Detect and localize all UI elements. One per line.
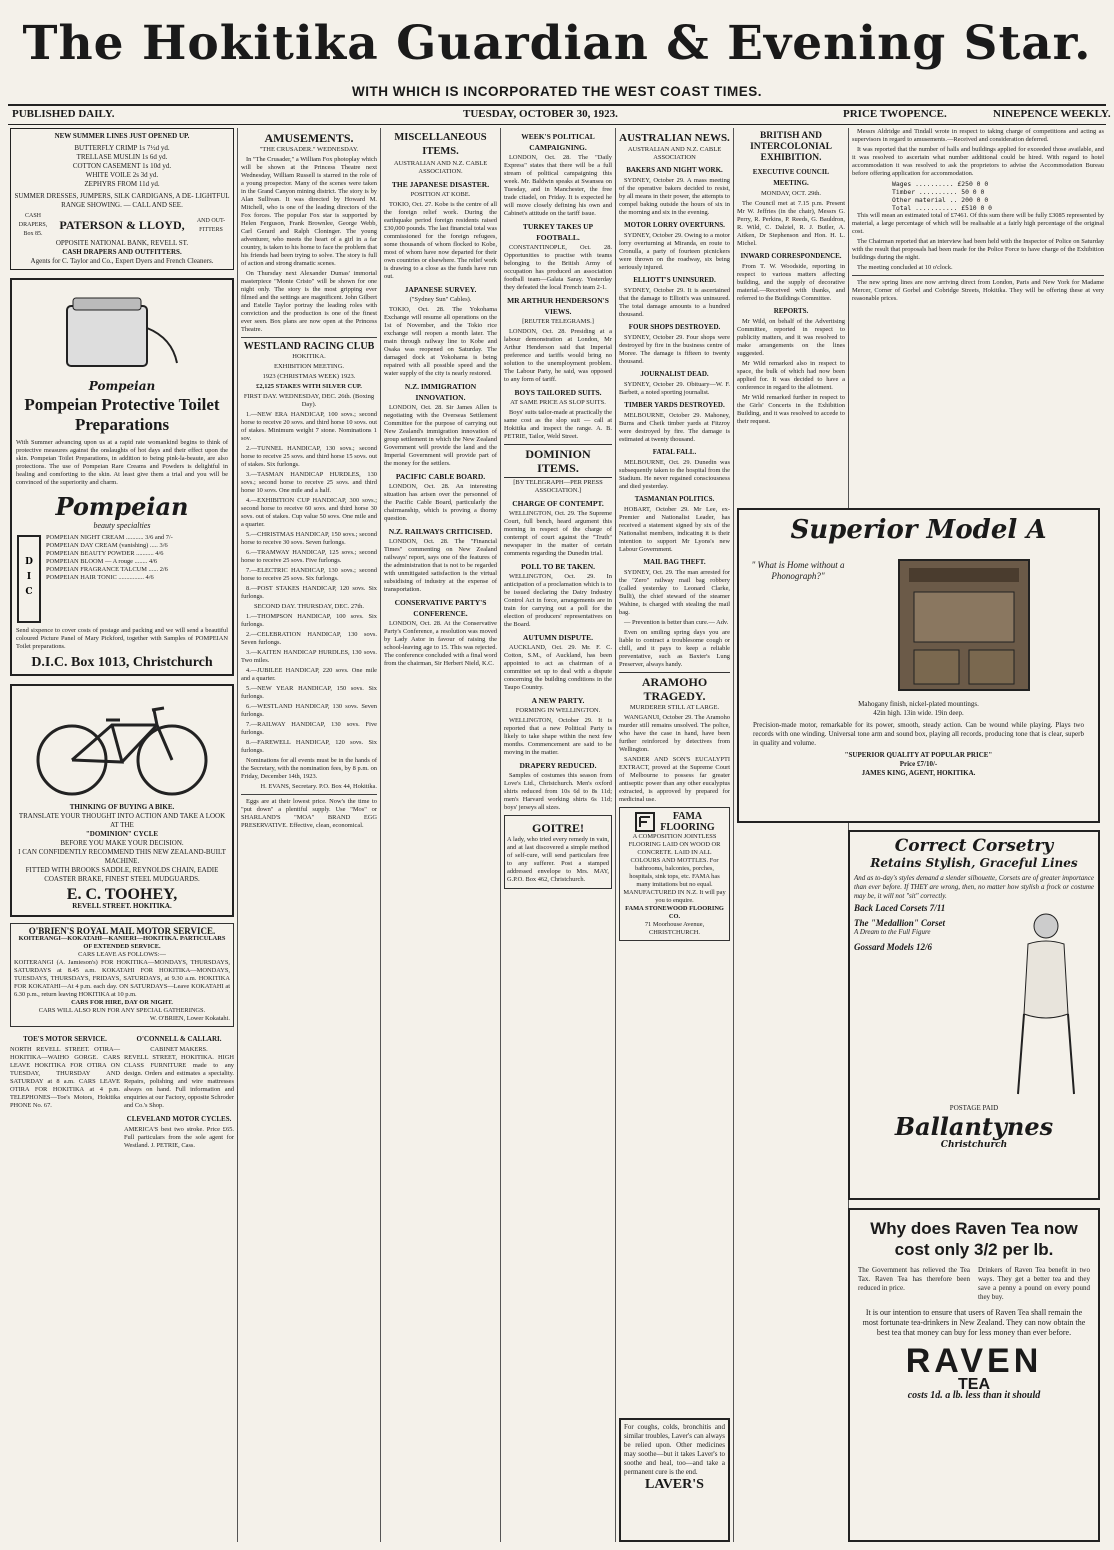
campaign-heading: WEEK'S POLITICAL CAMPAIGNING.	[521, 132, 595, 152]
bakers-text: SYDNEY, October 29. A mass meeting of the operative bakers decided to resist, by all means in their power, the attempts to compel baking outside the hours of six in the morning and six in the evening.	[619, 177, 730, 216]
delegation-text: Mr Wild remarked further in respect to the Girls' Concerts in the Exhibition Building, and it was resolved to accede to their request.	[737, 394, 845, 425]
race-entry: 5.—NEW YEAR HANDICAP, 150 sovs. Six furlongs.	[241, 685, 377, 700]
exhibition-text-1: Messrs Aldridge and Tindall wrote in respect to taking charge of competitions and acting as supervisors in regard to amusements.—Received and consideration deferred.	[852, 128, 1104, 143]
dispute-text: AUCKLAND, Oct. 29. Mr. F. C. Cotton, S.M., of Auckland, has been appointed to act as chairman of a committee set up to deal with a dispute concerning the building conditions in the Taupo Country.	[504, 644, 612, 691]
executive-heading: EXECUTIVE COUNCIL MEETING.	[752, 168, 830, 187]
pompeian-item: POMPEIAN NIGHT CREAM ........... 3/6 and 7/-	[46, 534, 173, 541]
railways-heading: N.Z. RAILWAYS CRITICISED.	[388, 527, 493, 536]
railways-text: LONDON, Oct. 28. The "Financial Times" commenting on New Zealand railways' report, says one of the features of the administration that is not to be regarded with unmitigated satisfaction is the virtual subsidising of industry at the expense of transportation.	[384, 538, 497, 593]
raven-heading: Why does Raven Tea now cost only 3/2 per lb.	[870, 1219, 1078, 1259]
column-3	[384, 128, 497, 1542]
pacific-cable-heading: PACIFIC CABLE BOARD.	[395, 472, 486, 481]
poll-heading: POLL TO BE TAKEN.	[520, 562, 596, 571]
superior-model-ad	[737, 508, 1100, 823]
australian-news-heading: AUSTRALIAN NEWS.	[619, 132, 730, 144]
column-2	[241, 128, 377, 1542]
corsetry-heading: Correct Corsetry	[894, 836, 1054, 856]
column-rule	[237, 128, 238, 1542]
ad-line: BUTTERFLY CRIMP 1s 7½d yd.	[74, 144, 170, 152]
pompeian-item: POMPEIAN BEAUTY POWDER ........... 4/6	[46, 550, 164, 557]
elliott-heading: ELLIOTT'S UNINSURED.	[633, 276, 716, 284]
oconnell-text: REVELL STREET, HOKITIKA. HIGH CLASS FURNITURE made to any design. Orders and estimates a speciality. Repairs, polishing and wire mattresses always on hand. Full information and enquiries at our Factory, opposite Schroder and Co.'s Shop.	[124, 1054, 234, 1109]
ballantynes-brand: Ballantynes	[894, 1112, 1054, 1141]
superior-price: Price £7/10/-	[899, 760, 938, 768]
column-rule	[733, 128, 734, 1542]
corset-postage: POSTAGE PAID	[949, 1104, 999, 1112]
campaign-text: LONDON, Oct. 28. The "Daily Express" states that there will be a full stream of political campaigning this week. Mr. Baldwin speaks at Swansea on Tuesday, and in Manchester, the free trade citadel, on Friday. It is expected he will move closely defining his own and Cabinet's attitude on the tariff issue.	[504, 154, 612, 217]
amusements-sub: "THE CRUSADER." WEDNESDAY.	[259, 146, 359, 153]
mail-sub: KOITERANGI—KOKATAHI—KANIERI—HOKITIKA. PARTICULARS OF EXTENDED SERVICE.	[18, 935, 226, 950]
dominion-items-sub: [BY TELEGRAPH—PER PRESS ASSOCIATION.]	[513, 479, 603, 494]
inward-heading: INWARD CORRESPONDENCE.	[740, 252, 842, 260]
column-rule	[380, 128, 381, 1542]
mail-head: O'BRIEN'S ROYAL MAIL MOTOR SERVICE.	[28, 926, 216, 936]
outward-text: Mr Wild remarked also in respect to space, the bulk of which had now been applied for. It was decided to have a conference in regard to the allotment.	[737, 360, 845, 391]
executive-text: The Council met at 7.15 p.m. Present Mr W. Jeffries (in the chair), Messrs G. Perry, R. Perkins, P. Reeds, G. Bauldron, R. Wild, C. Dalziel, R. J. Butler, A. Aitken, Dr Stephenson and Hon. H. L. Michel.	[737, 200, 845, 247]
journalist-heading: JOURNALIST DEAD.	[640, 370, 709, 378]
ad-right-text: AND OUT- FITTERS	[196, 217, 226, 233]
racing-sub: HOKITIKA.	[292, 353, 326, 360]
mail-bag-heading: MAIL BAG THEFT.	[643, 558, 706, 566]
henderson-heading: MR ARTHUR HENDERSON'S VIEWS.	[507, 296, 609, 316]
survey-heading: JAPANESE SURVEY.	[404, 285, 477, 294]
cream-jar-illustration	[47, 288, 197, 378]
immigration-heading: N.Z. IMMIGRATION INNOVATION.	[404, 382, 477, 402]
boys-suits-sub: AT SAME PRICE AS SLOP SUITS.	[510, 399, 606, 406]
elliott-text: SYDNEY, October 29. It is ascertained that the damage to Elliott's was uninsured. The total damage amounts to a hundred thousand.	[619, 287, 730, 318]
finance-line: Wages .......... £250 0 0	[892, 180, 989, 188]
pompeian-item: POMPEIAN DAY CREAM (vanishing) ..... 3/6	[46, 542, 168, 549]
tasmania-heading: TASMANIAN POLITICS.	[634, 495, 715, 503]
superior-dims: 42in high. 13in wide. 19in deep.	[873, 709, 964, 717]
race-entry: 5.—CHRISTMAS HANDICAP, 150 sovs.; second horse to receive 30 sovs. Seven furlongs.	[241, 531, 377, 546]
race-footer: Nominations for all events must be in the hands of the Secretary, with the nomination fees, by 8 p.m. on Friday, December 14th, 1923.	[241, 757, 377, 780]
racing-sub-2: EXHIBITION MEETING.	[273, 363, 345, 370]
immigration-text: LONDON, Oct. 28. Sir James Allen is negotiating with the Overseas Settlement Committee for the purpose of carrying out New Zealand's immigration innovation of group settlement in which the New Zealand Government will provide the land and the Imperial Government will provide part of the money for the settlers.	[384, 404, 497, 467]
ad-address-2: CASH DRAPERS AND OUTFITTERS.	[62, 248, 182, 256]
ad-address: OPPOSITE NATIONAL BANK, REVELL ST.	[55, 239, 189, 247]
race-entry: 7.—ELECTRIC HANDICAP, 130 sovs.; second horse to receive 25 sovs. Six furlongs.	[241, 567, 377, 582]
masthead-title: The Hokitika Guardian & Evening Star.	[22, 16, 1092, 71]
racing-sub-3: 1923 (CHRISTMAS WEEK) 1923.	[262, 373, 356, 380]
phonograph-cabinet-illustration	[859, 550, 1059, 700]
fama-word: FLOORING	[660, 822, 715, 833]
weekly-price: NINEPENCE WEEKLY.	[993, 108, 1111, 120]
amusements-text: In "The Crusader," a William Fox photoplay which will be shown at the Princess Theatre next Wednesday, William Russell is starred in the role of a young prospector. Many of the scenes were taken in the Grand Canyon mining district. The story is by Alan Sullivan. It was directed by Howard M. Mitchell, who is one of the leading directors of the Fox forces. The popular Fox star is supported by Helen Ferguson, Frank Brownlee, George Webb, Carl Gerard and Ralph Cloninger. The young adventurer, who meets the heart of a girl in a far country, is taken to his home to face the problem that his friends had been trying to solve. The story is full of action and strong dramatic scenes.	[241, 156, 377, 267]
mail-text: KOITERANGI (A. Jamieson's) FOR HOKITIKA—MONDAYS, THURSDAYS, SATURDAYS at 8.45 a.m. KOKATAHI FOR HOKITIKA—MONDAYS, TUESDAYS, THURSDAYS, FRIDAYS, SATURDAYS, at 9.30 a.m. HOKITIKA FOR KOKATAHI—At 4 p.m. each day. ON SATURDAYS—Leave KOKATAHI at 6.30 p.m., return leaving HOKITIKA at 10 p.m.	[14, 959, 230, 998]
amusements-text-2: On Thursday next Alexander Dumas' immortal masterpiece "Monte Cristo" will be shown for one night only. The story is the most gripping ever filmed and the settings are magnificent. John Gilbert and Estelle Taylor portray the leading roles with conviction and the production is one of the finest ever seen. Box plans are now open at the Princess Theatre.	[241, 270, 377, 333]
pompeian-title: Pompeian Protective Toilet Preparations	[24, 395, 220, 434]
finance-line: Other material .. 200 0 0	[892, 196, 989, 204]
cleveland-text: AMERICA'S best two stroke. Price £65. Full particulars from the sole agent for Westland. J. PETRIE, Cass.	[124, 1126, 234, 1149]
japan-sub: POSITION AT KOBE.	[410, 191, 471, 198]
fama-logo-icon	[634, 811, 656, 833]
bike-line: FITTED WITH BROOKS SADDLE, REYNOLDS CHAIN, EADIE COASTER BRAKE, FINEST STEEL MUDGUARDS.	[25, 866, 219, 883]
svg-text:D: D	[25, 557, 33, 567]
finance-line: Timber .......... 50 0 0	[892, 188, 985, 196]
ad-left-text: CASH DRAPERS, Box 85.	[18, 213, 48, 237]
svg-text:C: C	[25, 587, 33, 597]
toe-head: TOE'S MOTOR SERVICE.	[23, 1035, 107, 1043]
race-entry: 8.—POST STAKES HANDICAP, 120 sovs. Six furlongs.	[241, 585, 377, 600]
race-entry: 3.—KAITEN HANDICAP HURDLES, 130 sovs. Two miles.	[241, 649, 377, 664]
fatal-fall-heading: FATAL FALL.	[652, 448, 697, 456]
new-party-sub: FORMING IN WELLINGTON.	[515, 707, 601, 714]
aramoho-text: WANGANUI, October 29. The Aramoho murder still remains unsolved. The police, who have the case in hand, have been further reinforced by detectives from Wellington.	[619, 714, 730, 753]
race-entry: 4.—JUBILEE HANDICAP, 220 sovs. One mile and a quarter.	[241, 667, 377, 682]
column-5	[619, 128, 730, 1542]
contempt-heading: CHARGE OF CONTEMPT.	[512, 499, 604, 508]
misc-items-heading: MISCELLANEOUS ITEMS.	[394, 132, 487, 157]
paterson-lloyd-ad	[10, 128, 234, 270]
reports-text: Mr Wild, on behalf of the Advertising Committee, reported in respect to publicity matters, and it was resolved to make arrangements on the lines suggested.	[737, 318, 845, 357]
superior-agent: JAMES KING, AGENT, HOKITIKA.	[861, 769, 976, 777]
ballantynes-corset-ad	[848, 830, 1100, 1200]
pompeian-brand-sub: beauty specialties	[93, 521, 151, 530]
superior-desc: Mahogany finish, nickel-plated mountings.	[858, 700, 979, 708]
executive-sub: MONDAY, OCT. 29th.	[760, 190, 821, 197]
issue-date: TUESDAY, OCTOBER 30, 1923.	[463, 108, 618, 120]
raven-intent: It is our intention to ensure that users of Raven Tea shall remain the most fortunate tea-drinkers in New Zealand. They can now obtain the best tea that money can buy for less money than ever before.	[862, 1308, 1086, 1337]
ad-line: TRELLASE MUSLIN 1s 6d yd.	[76, 153, 168, 161]
racing-sub-4: £2,125 STAKES WITH SILVER CUP.	[256, 383, 362, 390]
bike-address: REVELL STREET. HOKITIKA.	[72, 902, 172, 910]
pompeian-item: POMPEIAN FRAGRANCE TALCUM ...... 2/6	[46, 566, 168, 573]
mail-sub-2: CARS LEAVE AS FOLLOWS:—	[78, 951, 166, 958]
bike-line: "DOMINION" CYCLE	[85, 830, 159, 838]
finance-line: Total ........... £510 0 0	[892, 204, 993, 212]
superior-quote: " What is Home without a Phonograph?"	[751, 560, 845, 581]
turkey-heading: TURKEY TAKES UP FOOTBALL.	[522, 222, 594, 242]
bike-firm: E. C. TOOHEY,	[66, 886, 178, 903]
fama-text: A COMPOSITION JOINTLESS FLOORING LAID ON WOOD OR CONCRETE. LAID IN ALL COLOURS AND MOTTLES. For bathrooms, balconies, porches, hospitals, sink tops, etc. FAMA has many imitations but no equal. MANUFACTURED IN N.Z. It will pay you to enquire.	[623, 833, 726, 904]
column-4	[504, 128, 612, 1542]
contempt-text: WELLINGTON, Oct. 29. The Supreme Court, full bench, heard argument this morning in respect of the charge of contempt of court against the "Truth" newspaper in the matter of certain comments regarding the Dunedin trial.	[504, 510, 612, 557]
oconnell-ad	[124, 1031, 234, 1150]
corsetry-subheading: Retains Stylish, Graceful Lines	[870, 856, 1078, 870]
raven-tea-word: TEA	[958, 1376, 990, 1393]
race-entry: 4.—EXHIBITION CUP HANDICAP, 300 sovs.; second horse to receive 60 sovs. and third horse 30 sovs. out of stakes. Cup value 50 sovs. One mile and a quarter.	[241, 497, 377, 528]
oconnell-sub: CABINET MAKERS.	[150, 1046, 208, 1053]
oconnell-head: O'CONNELL & CALLARI.	[136, 1035, 222, 1043]
drapery-heading: DRAPERY REDUCED.	[519, 761, 597, 770]
obrien-mail-ad	[10, 923, 234, 1027]
new-party-text: WELLINGTON, October 29. It is reported that a new Political Party is likely to take shape within the next few months. Commencement are said to be moving in the matter.	[504, 717, 612, 756]
race-entry: 1.—NEW ERA HANDICAP, 100 sovs.; second horse to receive 20 sovs. and third horse 10 sovs. out of stakes. Minimum weight 7 stone. Nominations 1 sov.	[241, 411, 377, 442]
pompeian-brand: Pompeian	[55, 492, 189, 521]
prevention-note: — Prevention is better than cure.— Adv.	[624, 619, 729, 626]
cleveland-head: CLEVELAND MOTOR CYCLES.	[126, 1115, 232, 1123]
fama-label: FAMA	[672, 811, 703, 822]
dateline-bar	[8, 104, 1111, 125]
mail-parties: CARS WILL ALSO RUN FOR ANY SPECIAL GATHERINGS.	[38, 1007, 206, 1014]
ad-line: ZEPHYRS FROM 11d yd.	[84, 180, 160, 188]
racing-day-1: FIRST DAY. WEDNESDAY, DEC. 26th. (Boxing Day).	[243, 393, 375, 408]
bike-line: BEFORE YOU MAKE YOUR DECISION.	[60, 839, 184, 847]
raven-right-text: Drinkers of Raven Tea benefit in two ways. They get a better tea and they save a penny a pound on every pound they buy.	[978, 1266, 1090, 1301]
column-rule	[500, 128, 501, 1542]
bike-caption: THINKING OF BUYING A BIKE.	[69, 803, 175, 811]
raven-left-text: The Government has relieved the Tea Tax. Raven Tea has therefore been reduced in price.	[858, 1266, 970, 1292]
pacific-cable-text: LONDON, Oct. 28. An interesting situation has arisen over the personnel of the Pacific Cable Board, particularly the chairmanship, which is proving a thorny question.	[384, 483, 497, 522]
corset-item: Back Laced Corsets 7/11	[854, 903, 946, 913]
australian-news-sub: AUSTRALIAN AND N.Z. CABLE ASSOCIATION	[627, 146, 722, 161]
fama-flooring-ad	[619, 807, 730, 941]
timber-heading: TIMBER YARDS DESTROYED.	[624, 401, 725, 409]
price-label: PRICE TWOPENCE.	[843, 108, 947, 120]
ad-note: SUMMER DRESSES, JUMPERS, SILK CARDIGANS, A DE- LIGHTFUL RANGE SHOWING. — CALL AND SEE.	[14, 192, 230, 209]
boys-suits-heading: BOYS TAILORED SUITS.	[514, 388, 602, 397]
exhibition-text-4: The Chairman reported that an interview had been held with the Inspector of Police on Saturday with the result that proposals had been made for the Police Force to have charge of the Exhibition buildings during the night.	[852, 238, 1104, 261]
tasmania-text: HOBART, October 29. Mr Lee, ex-Premier and Nationalist Leader, has received a statement signed by six of the Nationalist members, indicating it is their intention to support Mr Lyons's new Labour Government.	[619, 506, 730, 553]
bike-line: TRANSLATE YOUR THOUGHT INTO ACTION AND TAKE A LOOK AT THE	[18, 812, 226, 829]
exhibition-text-2: It was reported that the number of halls and buildings applied for exceeded those available, and it was resolved to ascertain what number additional could be hired. With regard to hotel accommodation it was resolved to ask the proprietors to advise the Accommodation Bureau before offering application for accommodation.	[852, 146, 1104, 177]
shops-text: SYDNEY, October 29. Four shops were destroyed by fire in the business centre of Moree. The damage is fifteen to twenty thousand.	[619, 334, 730, 365]
fatal-fall-text: MELBOURNE, Oct. 29. Dunedin was subsequently taken to the hospital from the Stadium. He never regained consciousness and died yesterday.	[619, 459, 730, 490]
superior-model-heading: Superior Model A	[790, 515, 1047, 545]
ad-firm-name: PATERSON & LLOYD,	[59, 218, 185, 232]
ad-line: COTTON CASEMENT 1s 10d yd.	[72, 162, 172, 170]
bike-line: I CAN CONFIDENTLY RECOMMEND THIS NEW ZEALAND-BUILT MACHINE.	[18, 848, 226, 865]
shops-heading: FOUR SHOPS DESTROYED.	[628, 323, 721, 331]
race-entry: 1.—THOMPSON HANDICAP, 100 sovs. Six furlongs.	[241, 613, 377, 628]
bicycle-illustration	[22, 690, 222, 800]
ad-headline: NEW SUMMER LINES JUST OPENED UP.	[54, 132, 190, 140]
lavers-text: For coughs, colds, bronchitis and similar troubles, Laver's can always be relied upon. Other medicines may soothe—but it takes Laver's to soothe and heal, too—and take a permanent cure is the end.	[624, 1423, 725, 1476]
toe-text: NORTH REVELL STREET. OTIRA—HOKITIKA—WAIHO GORGE. CARS LEAVE HOKITIKA FOR OTIRA ON TUESDAY, THURSDAY AND SATURDAY at 8 a.m. CARS LEAVE OTIRA FOR HOKITIKA at 4 p.m. TELEPHONES—Toe's Motors, Hokitika PHONE No. 67.	[10, 1046, 120, 1109]
henderson-sub: [REUTER TELEGRAMS.]	[522, 318, 594, 325]
poll-text: WELLINGTON, Oct. 29. In anticipation of a proclamation which is to be issued declaring the Dairy Industry Control Act in force, arrangements are in train for carrying out a poll for the election of producers' representatives on the Board.	[504, 573, 612, 628]
exhibition-heading: BRITISH AND INTERCOLONIAL EXHIBITION.	[750, 131, 832, 163]
misc-items-sub: AUSTRALIAN AND N.Z. CABLE ASSOCIATION.	[393, 160, 488, 175]
lavers-brand: LAVER'S	[645, 1477, 704, 1492]
reports-heading: REPORTS.	[773, 307, 809, 315]
fama-firm: FAMA STONEWOOD FLOORING CO.	[625, 905, 724, 920]
turkey-text: CONSTANTINOPLE, Oct. 28. Opportunities to practise with teams belonging to the British Army of occupation has produced an association football team—Galata Saray. Yesterday they defeated the local French team 2-1.	[504, 244, 612, 291]
goitre-heading: GOITRE!	[531, 821, 584, 835]
race-entry: 2.—CELEBRATION HANDICAP, 130 sovs. Seven furlongs.	[241, 631, 377, 646]
mail-bag-text: SYDNEY, Oct. 29. The man arrested for the "Zero" railway mail bag robbery (called yesterday to Leonard Clarke, Bulli), the chief steward of the steamer Wahine, is charged with stealing the mail bag.	[619, 569, 730, 616]
pompeian-item: POMPEIAN BLOOM — A rouge ........ 4/6	[46, 558, 158, 565]
race-entry: 7.—RAILWAY HANDICAP, 130 sovs. Five furlongs.	[241, 721, 377, 736]
superior-text: Precision-made motor, remarkable for its power, smooth, steady action. Can be wound while playing. Plays two records with one winding. Universal tone arm and sound box, playing all records, producing tone that is clear, superb in quality and volume.	[753, 721, 1084, 747]
lavers-cough-ad	[619, 1418, 730, 1542]
goitre-text: A lady, who tried every remedy in vain, and at last discovered a simple method of self-cure, will send particulars free to any sufferer. Post a stamped addressed envelope to Mrs. MAY, G.P.O. Box 462, Christchurch.	[507, 836, 609, 883]
corset-item-sub: A Dream to the Full Figure	[854, 928, 931, 936]
spring-lines-text: The new spring lines are now arriving direct from London, Paris and New York for Madame Mercer, Corner of Gorbel and Cobridge Streets, Hokitika. They will be offering these at very reasonable prices.	[852, 279, 1104, 302]
new-party-heading: A NEW PARTY.	[531, 696, 585, 705]
goitre-ad	[504, 815, 612, 889]
exhibition-text-5: The meeting concluded at 10 o'clock.	[857, 264, 953, 271]
race-entry: 6.—TRAMWAY HANDICAP, 125 sovs.; second horse to receive 25 sovs. Five furlongs.	[241, 549, 377, 564]
column-1	[10, 128, 234, 1542]
ballantynes-city: Christchurch	[940, 1140, 1008, 1150]
masthead-subtitle: WITH WHICH IS INCORPORATED THE WEST COAST TIMES.	[352, 84, 762, 99]
raven-footer: costs 1d. a lb. less than it should	[907, 1390, 1041, 1401]
race-entry: 8.—FAREWELL HANDICAP, 120 sovs. Six furlongs.	[241, 739, 377, 754]
corset-item: Gossard Models 12/6	[854, 942, 933, 952]
henderson-text: LONDON, Oct. 28. Presiding at a labour demonstration at London, Mr Arthur Henderson said that Imperial preference and tariffs would bring no solution to the unemployment problem. The Labour Party, he said, was opposed to any form of tariff.	[504, 328, 612, 383]
racing-day-2: SECOND DAY. THURSDAY, DEC. 27th.	[253, 603, 365, 610]
dominion-items-heading: DOMINION ITEMS.	[504, 444, 612, 478]
race-entry: 6.—WESTLAND HANDICAP, 130 sovs. Seven furlongs.	[241, 703, 377, 718]
dispute-heading: AUTUMN DISPUTE.	[522, 633, 593, 642]
fama-address: 71 Moorhouse Avenue, CHRISTCHURCH.	[644, 921, 705, 936]
pompeian-item: POMPEIAN HAIR TONIC ................ 4/6	[46, 574, 154, 581]
corset-figure-illustration	[998, 904, 1094, 1104]
pompeian-send: Send sixpence to cover costs of postage and packing and we will send a beautiful coloured Picture Panel of Mary Pickford, together with Samples of POMPEIAN Toilet preparations.	[16, 627, 228, 650]
japan-heading: THE JAPANESE DISASTER.	[391, 180, 490, 189]
conservative-text: LONDON, Oct. 28. At the Conservative Party's Conference, a resolution was moved by Lady Astor in favour of raising the school-leaving age to 15. This was rejected. The conference concluded with a final word from the chairman, Sir Herbert Nield, K.C.	[384, 620, 497, 667]
exhibition-text-3: This will mean an estimated total of £7461. Of this sum there will be fully £3085 represented by material, a large percentage of which will be realisable at a fairly high percentage of the original cost.	[852, 212, 1104, 235]
bakers-heading: BAKERS AND NIGHT WORK.	[626, 166, 723, 174]
cough-note: Even on smiling spring days you are liable to contract a troublesome cough or chill, and it pays to keep a reliable preventative, such as Baxter's Lung Preserver, always handy.	[619, 629, 730, 668]
conservative-heading: CONSERVATIVE PARTY'S CONFERENCE.	[394, 598, 487, 618]
boys-suits-text: Boys' suits tailor-made at practically the same cost as the slop suit — call at Hokitika and inspect the range. A. B. PETRIE, Tailor, Weld Street.	[504, 409, 612, 440]
svg-text:I: I	[26, 572, 32, 582]
racing-club-heading: WESTLAND RACING CLUB	[243, 341, 375, 352]
motor-lorry-text: SYDNEY, October 29. Owing to a motor lorry overturning at Miranda, en route to Cronulla, a party of fourteen picnickers were thrown on the roadway, six being seriously injured.	[619, 232, 730, 271]
aramoho-sub: MURDERER STILL AT LARGE.	[629, 704, 720, 711]
column-rule	[615, 128, 616, 1542]
aramoho-heading: ARAMOHO TRAGEDY.	[619, 672, 730, 703]
survey-text: TOKIO, Oct. 28. The Yokohama Exchange will resume all operations on the 1st of November, and the Tokio rice exchange will reopen a month later. The main through railway line to Kobe and Osaka was reopened on Saturday. The damaged dock at Yokohama is being repaired with all possible speed and the water supply of the city is nearly restored.	[384, 306, 497, 377]
motor-lorry-heading: MOTOR LORRY OVERTURNS.	[624, 221, 725, 229]
timber-text: MELBOURNE, October 29. Mahoney, Burns and Cheik timber yards at Fitzroy were destroyed by fire. The damage is estimated at twenty thousand.	[619, 412, 730, 443]
toe-motor-ad	[10, 1031, 120, 1150]
toohey-bike-ad	[10, 684, 234, 917]
egg-preservative-ad: Eggs are at their lowest price. Now's the time to "put down" a plentiful supply. Use "Mos" or SHARLAND'S "MOA" BRAND EGG PRESERVATIVE. Effective, clean, economical.	[241, 798, 377, 829]
race-entry: 2.—TUNNEL HANDICAP, 130 sovs.; second horse to receive 25 sovs. and third horse 15 sovs. out of stakes. Six furlongs.	[241, 445, 377, 468]
pompeian-ad	[10, 278, 234, 676]
race-secretary: H. EVANS, Secretary. P.O. Box 44, Hokitika.	[260, 783, 377, 790]
inward-text: From T. W. Woodside, reporting in respect to various matters affecting building, and the supply of decorative material.—Received with thanks, and referred to the Buildings Committee.	[737, 263, 845, 302]
ad-line: WHITE VOILE 2s 3d yd.	[85, 171, 159, 179]
mail-owner: W. O'BRIEN, Lower Kokatahi.	[149, 1015, 230, 1022]
corsetry-text: And as to-day's styles demand a slender silhouette, Corsets are of greater importance than ever before. If THEY are wrong, then, no matter how stylish a frock or costume may be, it will not "sit" correctly.	[854, 874, 1094, 900]
raven-brand: RAVEN	[905, 1342, 1043, 1380]
published-daily: PUBLISHED DAILY.	[12, 108, 115, 120]
journalist-text: SYDNEY, October 29. Obituary—W. F. Barbett, a noted sporting journalist.	[619, 381, 730, 396]
survey-sub: ("Sydney Sun" Cables).	[409, 296, 472, 303]
pompeian-dic: D.I.C. Box 1013, Christchurch	[31, 655, 213, 670]
mail-hire: CARS FOR HIRE, DAY OR NIGHT.	[71, 999, 173, 1006]
column-6	[737, 128, 845, 1542]
ad-agents: Agents for C. Taylor and Co., Expert Dyers and French Cleaners.	[30, 257, 214, 265]
japan-text: TOKIO, Oct. 27. Kobe is the centre of all the foreign relief work. During the earthquake period foreign residents raised £30,000 pounds. The last financial total was commissioned for the foreign refugees, some thousands of whom flocked to Kobe, most of whom have now departed for their own countries or elsewhere. The relief work is drawing to a close as the funds have run out.	[384, 201, 497, 280]
pompeian-text: With Summer advancing upon us at a rapid rate womankind begins to think of protective measures against the onslaughts of hot days and their effect upon the skin. Pompeian Toilet Preparations, in addition to being pink-la-beaute, are also protections. The use of Pompeian Rare Creams and Powders is delightful in healing and comforting to the skin. At least give them a trial and you will be convinced of the superiority and charm.	[16, 439, 228, 486]
corset-item: The "Medallion" Corset	[854, 918, 945, 928]
superior-quality: "SUPERIOR QUALITY AT POPULAR PRICE"	[844, 751, 993, 759]
sander-text: SANDER AND SON'S EUCALYPTI EXTRACT, proved at the Supreme Court of Melbourne to possess far greater antiseptic power than any other eucalyptus extracted, is approved by prepared for medicinal use.	[619, 756, 730, 803]
raven-tea-ad	[848, 1208, 1100, 1542]
amusements-heading: AMUSEMENTS.	[264, 131, 354, 145]
race-entry: 3.—TASMAN HANDICAP HURDLES, 130 sovs.; second horse to receive 25 sovs. and third horse 10 sovs. One mile and a half.	[241, 471, 377, 494]
drapery-text: Samples of costumes this season from Love's Ltd., Christchurch. Men's oxford shirts reduced from 10s 6d to 8s 11d; men's Harvard working shirts 6s 11d; boys' jerseys all sizes.	[504, 772, 612, 811]
dic-quality-badge-icon	[16, 534, 42, 624]
pompeian-jar-brand: Pompeian	[88, 379, 156, 393]
